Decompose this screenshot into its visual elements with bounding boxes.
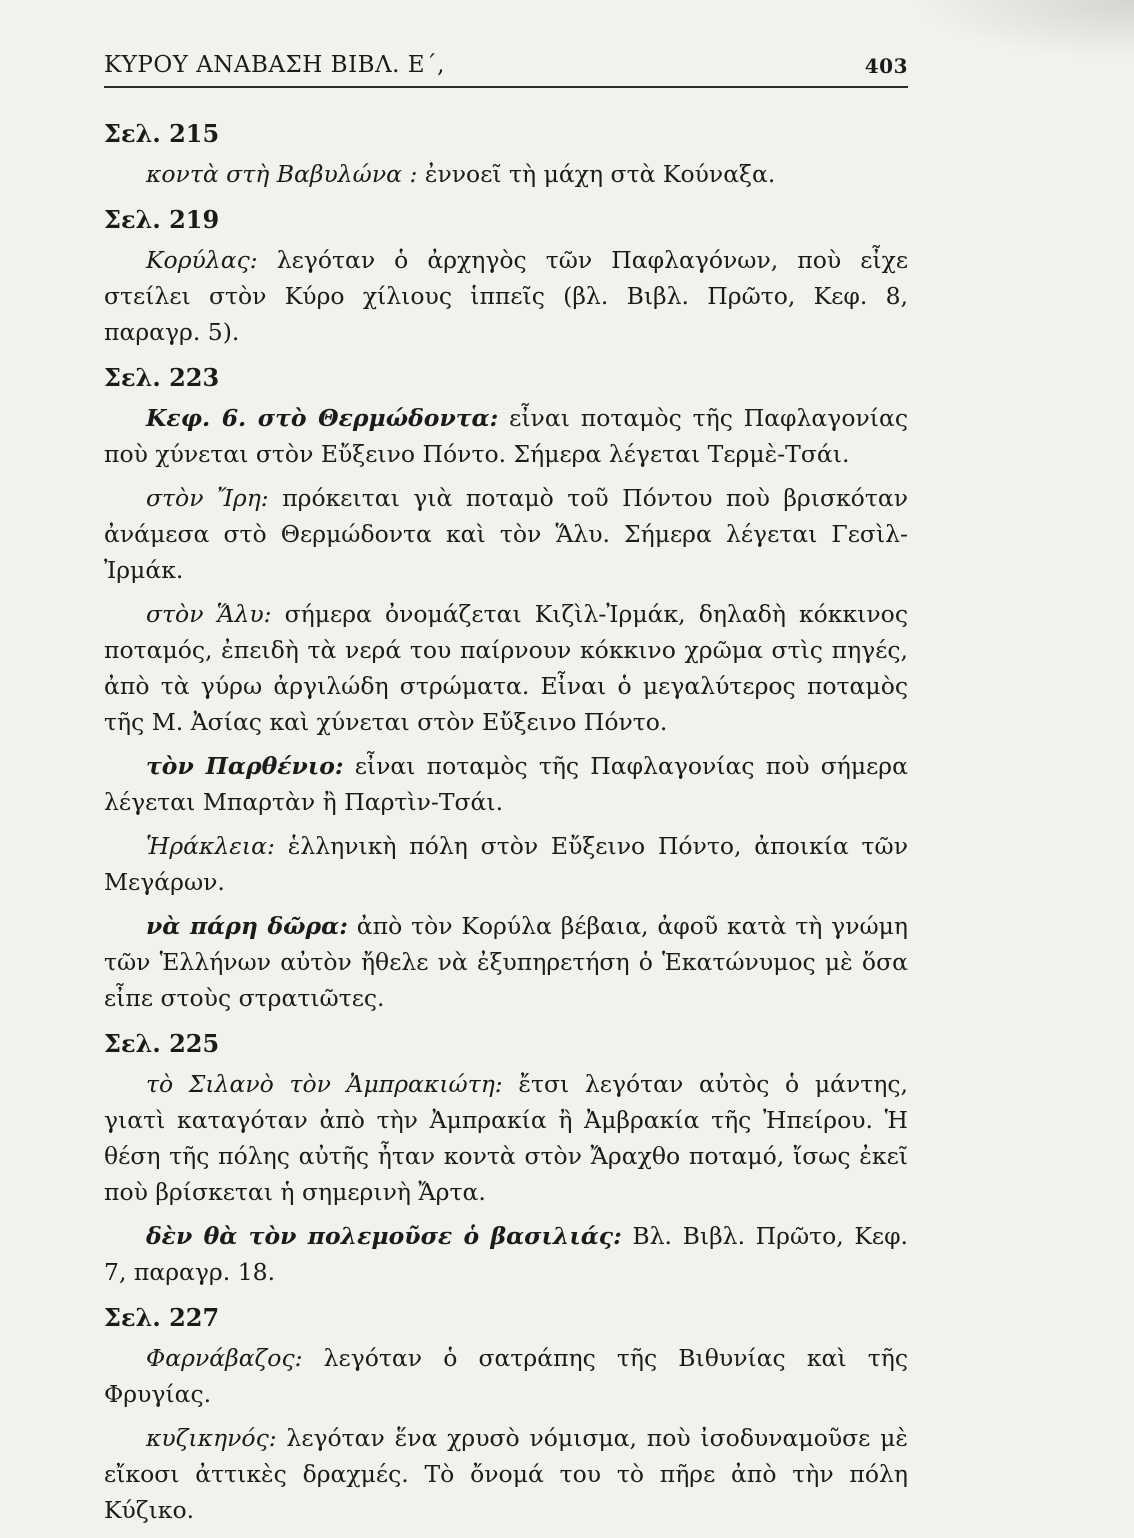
note-paragraph: [104, 596, 908, 740]
note-paragraph: [104, 748, 908, 820]
page-number: 403: [864, 54, 908, 78]
section-heading: Σελ. 227: [104, 1303, 220, 1332]
notes-body: [104, 116, 908, 1528]
section-heading: Σελ. 219: [104, 205, 220, 234]
note-lemma: τὸ Σιλανὸ τὸν Ἀμπρακιώτη:: [146, 1070, 503, 1098]
note-section: [104, 116, 908, 192]
note-text: ἔτσι λεγόταν αὐτὸς ὁ μάντης, γιατὶ καταγόταν ἀπὸ τὴν Ἀμπρακία ἢ Ἀμβρακία τῆς Ἠπείρου. Ἡ θέση τῆς πόλης αὐτῆς ἦταν κοντὰ στὸν Ἄραχθο ποταμό, ἴσως ἐκεῖ ποὺ βρίσκεται ἡ σημερινὴ Ἄρτα.: [104, 1070, 908, 1206]
note-lemma: Φαρνάβαζος:: [146, 1344, 303, 1372]
section-heading: Σελ. 223: [104, 363, 220, 392]
section-heading: Σελ. 225: [104, 1029, 220, 1058]
note-text: σήμερα ὀνομάζεται Κιζὶλ-Ἰρμάκ, δηλαδὴ κόκκινος ποταμός, ἐπειδὴ τὰ νερά του παίρνουν κόκκινο χρῶμα στὶς πηγές, ἀπὸ τὰ γύρω ἀργιλώδη στρώματα. Εἶναι ὁ μεγαλύτερος ποταμὸς τῆς Μ. Ἀσίας καὶ χύνεται στὸν Εὔξεινο Πόντο.: [104, 600, 908, 736]
note-lemma: τὸν Παρθένιο:: [146, 752, 344, 780]
note-paragraph: [104, 1340, 908, 1412]
section-heading: Σελ. 215: [104, 119, 220, 148]
note-paragraph: [104, 480, 908, 588]
note-text: λεγόταν ὁ ἀρχηγὸς τῶν Παφλαγόνων, ποὺ εἶχε στείλει στὸν Κύρο χίλιους ἱππεῖς (βλ. Βιβλ. Πρῶτο, Κεφ. 8, παραγρ. 5).: [104, 246, 908, 346]
note-paragraph: [104, 400, 908, 472]
note-text: λεγόταν ὁ σατράπης τῆς Βιθυνίας καὶ τῆς Φρυγίας.: [104, 1344, 908, 1408]
note-paragraph: [104, 908, 908, 1016]
note-text: πρόκειται γιὰ ποταμὸ τοῦ Πόντου ποὺ βρισκόταν ἀνάμεσα στὸ Θερμώδοντα καὶ τὸν Ἅλυ. Σήμερα λέγεται Γεσὶλ-Ἰρμάκ.: [104, 484, 908, 584]
note-lemma: στὸν Ἅλυ:: [146, 600, 272, 628]
running-title: ΚΥΡΟΥ ΑΝΑΒΑΣΗ ΒΙΒΛ. Ε΄,: [104, 52, 445, 78]
note-section: [104, 202, 908, 350]
note-paragraph: [104, 1218, 908, 1290]
note-section: [104, 1300, 908, 1528]
note-lemma: Κεφ. 6. στὸ Θερμώδοντα:: [146, 404, 499, 432]
note-lemma: κυζικηνός:: [146, 1424, 277, 1452]
note-lemma: κοντὰ στὴ Βαβυλώνα :: [146, 160, 418, 188]
book-page: [104, 52, 908, 1538]
note-text: λεγόταν ἕνα χρυσὸ νόμισμα, ποὺ ἰσοδυναμοῦσε μὲ εἴκοσι ἀττικὲς δραχμές. Τὸ ὄνομά του τὸ πῆρε ἀπὸ τὴν πόλη Κύζικο.: [104, 1424, 908, 1524]
note-section: [104, 360, 908, 1016]
note-lemma: Ἡράκλεια:: [146, 832, 275, 860]
note-text: εἶναι ποταμὸς τῆς Παφλαγονίας ποὺ χύνεται στὸν Εὔξεινο Πόντο. Σήμερα λέγεται Τερμὲ-Τσάι.: [104, 404, 909, 468]
running-header: [104, 52, 908, 88]
note-lemma: δὲν θὰ τὸν πολεμοῦσε ὁ βασιλιάς:: [146, 1222, 622, 1250]
page-corner-shading: [914, 0, 1134, 60]
note-text: ἀπὸ τὸν Κορύλα βέβαια, ἀφοῦ κατὰ τὴ γνώμη τῶν Ἑλλήνων αὐτὸν ἤθελε νὰ ἐξυπηρετήση ὁ Ἑκατώνυμος μὲ ὅσα εἶπε στοὺς στρατιῶτες.: [104, 912, 908, 1012]
note-text: Βλ. Βιβλ. Πρῶτο, Κεφ. 7, παραγρ. 18.: [104, 1222, 908, 1286]
note-lemma: Κορύλας:: [146, 246, 258, 274]
note-lemma: στὸν Ἴρη:: [146, 484, 269, 512]
note-lemma: νὰ πάρη δῶρα:: [146, 912, 348, 940]
note-section: [104, 1026, 908, 1290]
note-paragraph: [104, 1420, 908, 1528]
note-text: εἶναι ποταμὸς τῆς Παφλαγονίας ποὺ σήμερα λέγεται Μπαρτὰν ἢ Παρτὶν-Τσάι.: [104, 752, 908, 816]
note-paragraph: [104, 1066, 908, 1210]
note-paragraph: [104, 828, 908, 900]
note-paragraph: [104, 242, 908, 350]
note-paragraph: [104, 156, 908, 192]
note-text: ἐννοεῖ τὴ μάχη στὰ Κούναξα.: [417, 160, 776, 188]
note-text: ἑλληνικὴ πόλη στὸν Εὔξεινο Πόντο, ἀποικία τῶν Μεγάρων.: [104, 832, 908, 896]
